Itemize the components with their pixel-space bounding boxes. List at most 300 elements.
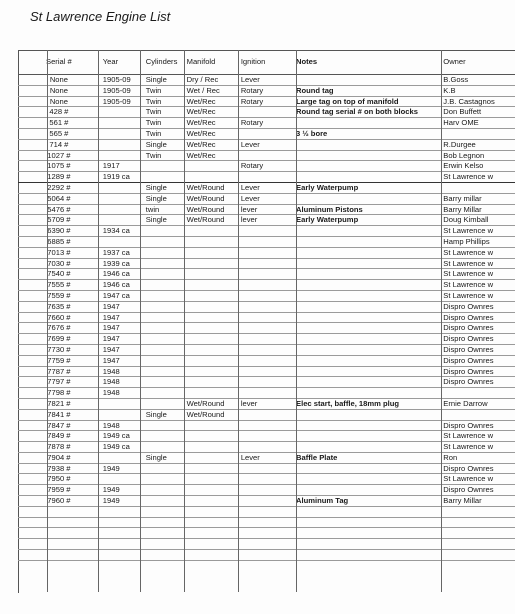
- cell-serial: None: [18, 85, 100, 96]
- cell-cylinders: [143, 528, 184, 539]
- column-divider: [296, 50, 297, 592]
- cell-year: 1948: [100, 366, 143, 377]
- cell-serial: 7841 #: [18, 409, 100, 420]
- cell-owner: [440, 182, 515, 193]
- cell-owner: Dispro Ownres: [440, 377, 515, 388]
- cell-serial: [18, 506, 100, 517]
- cell-year: 1949 ca: [100, 431, 143, 442]
- column-divider: [47, 50, 48, 592]
- cell-year: 1948: [100, 377, 143, 388]
- cell-notes: [293, 312, 440, 323]
- cell-ignition: [238, 280, 293, 291]
- cell-year: 1946 ca: [100, 280, 143, 291]
- cell-serial: 565 #: [18, 128, 100, 139]
- cell-cylinders: Single: [143, 139, 184, 150]
- header-notes: Notes: [293, 50, 440, 75]
- cell-cylinders: [143, 312, 184, 323]
- cell-cylinders: [143, 258, 184, 269]
- cell-cylinders: Twin: [143, 118, 184, 129]
- cell-cylinders: [143, 398, 184, 409]
- cell-year: 1948: [100, 388, 143, 399]
- cell-ignition: [238, 312, 293, 323]
- cell-notes: Baffle Plate: [293, 452, 440, 463]
- cell-manifold: [184, 226, 238, 237]
- cell-cylinders: [143, 474, 184, 485]
- cell-owner: Bob Legnon: [440, 150, 515, 161]
- cell-serial: 7821 #: [18, 398, 100, 409]
- cell-serial: 7540 #: [18, 269, 100, 280]
- cell-year: [100, 474, 143, 485]
- cell-notes: [293, 388, 440, 399]
- cell-ignition: [238, 150, 293, 161]
- cell-manifold: [184, 388, 238, 399]
- cell-notes: [293, 377, 440, 388]
- cell-cylinders: [143, 431, 184, 442]
- cell-ignition: [238, 290, 293, 301]
- cell-cylinders: Single: [143, 182, 184, 193]
- cell-year: 1947: [100, 312, 143, 323]
- cell-manifold: Wet/Rec: [184, 107, 238, 118]
- cell-serial: [18, 528, 100, 539]
- cell-owner: Doug Kimball: [440, 215, 515, 226]
- cell-manifold: [184, 355, 238, 366]
- cell-manifold: [184, 334, 238, 345]
- cell-manifold: [184, 442, 238, 453]
- cell-notes: [293, 323, 440, 334]
- cell-owner: [440, 528, 515, 539]
- cell-owner: Dispro Ownres: [440, 312, 515, 323]
- cell-manifold: [184, 431, 238, 442]
- cell-owner: [440, 409, 515, 420]
- cell-ignition: [238, 506, 293, 517]
- cell-owner: Barry Millar: [440, 204, 515, 215]
- cell-serial: 2292 #: [18, 182, 100, 193]
- cell-owner: Dispro Ownres: [440, 323, 515, 334]
- cell-notes: [293, 420, 440, 431]
- cell-serial: 7759 #: [18, 355, 100, 366]
- cell-manifold: [184, 517, 238, 528]
- cell-cylinders: twin: [143, 204, 184, 215]
- cell-notes: [293, 431, 440, 442]
- cell-notes: [293, 193, 440, 204]
- cell-ignition: [238, 323, 293, 334]
- cell-year: 1937 ca: [100, 247, 143, 258]
- cell-manifold: [184, 312, 238, 323]
- cell-manifold: [184, 377, 238, 388]
- cell-serial: 7676 #: [18, 323, 100, 334]
- cell-owner: St Lawrence w: [440, 258, 515, 269]
- cell-manifold: [184, 290, 238, 301]
- cell-owner: Dispro Ownres: [440, 301, 515, 312]
- cell-manifold: [184, 161, 238, 172]
- cell-year: [100, 118, 143, 129]
- header-cylinders: Cylinders: [143, 50, 184, 75]
- cell-cylinders: Single: [143, 452, 184, 463]
- cell-year: [100, 409, 143, 420]
- cell-ignition: Lever: [238, 452, 293, 463]
- column-divider: [441, 50, 442, 592]
- cell-cylinders: Twin: [143, 128, 184, 139]
- cell-serial: 7950 #: [18, 474, 100, 485]
- cell-owner: St Lawrence w: [440, 290, 515, 301]
- cell-manifold: [184, 258, 238, 269]
- cell-cylinders: [143, 344, 184, 355]
- cell-owner: St Lawrence w: [440, 442, 515, 453]
- cell-ignition: [238, 517, 293, 528]
- cell-owner: Dispro Ownres: [440, 355, 515, 366]
- cell-ignition: lever: [238, 204, 293, 215]
- cell-notes: [293, 247, 440, 258]
- cell-serial: [18, 550, 100, 561]
- cell-cylinders: [143, 161, 184, 172]
- cell-year: 1934 ca: [100, 226, 143, 237]
- cell-owner: St Lawrence w: [440, 247, 515, 258]
- cell-ignition: Lever: [238, 182, 293, 193]
- cell-ignition: [238, 236, 293, 247]
- cell-year: 1905-09: [100, 75, 143, 86]
- cell-ignition: Lever: [238, 139, 293, 150]
- cell-notes: [293, 334, 440, 345]
- cell-year: [100, 139, 143, 150]
- cell-notes: [293, 236, 440, 247]
- cell-owner: [440, 517, 515, 528]
- cell-serial: 7798 #: [18, 388, 100, 399]
- cell-serial: [18, 539, 100, 550]
- cell-notes: [293, 75, 440, 86]
- cell-owner: Erwin Kelso: [440, 161, 515, 172]
- cell-cylinders: Twin: [143, 150, 184, 161]
- cell-serial: 7959 #: [18, 485, 100, 496]
- cell-year: [100, 398, 143, 409]
- cell-cylinders: Single: [143, 193, 184, 204]
- cell-ignition: [238, 226, 293, 237]
- cell-year: [100, 550, 143, 561]
- cell-ignition: [238, 474, 293, 485]
- cell-cylinders: [143, 539, 184, 550]
- cell-cylinders: [143, 388, 184, 399]
- cell-year: [100, 182, 143, 193]
- header-serial: Serial #: [18, 50, 100, 75]
- cell-serial: 6885 #: [18, 236, 100, 247]
- cell-ignition: [238, 269, 293, 280]
- cell-serial: [18, 517, 100, 528]
- cell-serial: 7787 #: [18, 366, 100, 377]
- cell-cylinders: [143, 172, 184, 183]
- cell-owner: Ron: [440, 452, 515, 463]
- cell-ignition: Rotary: [238, 118, 293, 129]
- header-year: Year: [100, 50, 143, 75]
- cell-ignition: [238, 485, 293, 496]
- cell-ignition: Lever: [238, 75, 293, 86]
- cell-notes: Large tag on top of manifold: [293, 96, 440, 107]
- page-title: St Lawrence Engine List: [30, 9, 171, 24]
- cell-owner: Dispro Ownres: [440, 344, 515, 355]
- cell-notes: [293, 118, 440, 129]
- cell-cylinders: [143, 496, 184, 507]
- cell-ignition: Rotary: [238, 161, 293, 172]
- cell-year: [100, 107, 143, 118]
- cell-notes: Early Waterpump: [293, 215, 440, 226]
- cell-cylinders: [143, 247, 184, 258]
- column-divider: [184, 50, 185, 592]
- cell-owner: R.Durgee: [440, 139, 515, 150]
- cell-year: [100, 215, 143, 226]
- cell-owner: K.B: [440, 85, 515, 96]
- cell-serial: 7030 #: [18, 258, 100, 269]
- cell-year: 1947: [100, 355, 143, 366]
- cell-manifold: [184, 247, 238, 258]
- cell-serial: 1289 #: [18, 172, 100, 183]
- cell-notes: [293, 528, 440, 539]
- cell-notes: Elec start, baffle, 18mm plug: [293, 398, 440, 409]
- cell-year: [100, 150, 143, 161]
- cell-manifold: Wet/Round: [184, 204, 238, 215]
- cell-manifold: [184, 506, 238, 517]
- cell-manifold: Wet/Round: [184, 193, 238, 204]
- cell-year: 1949: [100, 463, 143, 474]
- cell-cylinders: [143, 226, 184, 237]
- cell-manifold: [184, 474, 238, 485]
- cell-notes: 3 ½ bore: [293, 128, 440, 139]
- cell-serial: 7904 #: [18, 452, 100, 463]
- cell-notes: [293, 280, 440, 291]
- cell-manifold: Wet/Round: [184, 215, 238, 226]
- cell-notes: [293, 150, 440, 161]
- cell-manifold: [184, 550, 238, 561]
- cell-owner: Barry millar: [440, 193, 515, 204]
- cell-owner: Harv OME: [440, 118, 515, 129]
- cell-cylinders: [143, 550, 184, 561]
- cell-cylinders: [143, 485, 184, 496]
- cell-serial: 7938 #: [18, 463, 100, 474]
- cell-notes: [293, 539, 440, 550]
- cell-owner: Barry Millar: [440, 496, 515, 507]
- cell-manifold: [184, 301, 238, 312]
- cell-owner: Dispro Ownres: [440, 334, 515, 345]
- cell-ignition: Lever: [238, 193, 293, 204]
- cell-manifold: [184, 344, 238, 355]
- cell-serial: 7013 #: [18, 247, 100, 258]
- cell-notes: [293, 301, 440, 312]
- cell-cylinders: [143, 236, 184, 247]
- cell-ignition: Rotary: [238, 85, 293, 96]
- cell-serial: 7699 #: [18, 334, 100, 345]
- cell-notes: [293, 290, 440, 301]
- cell-owner: [440, 388, 515, 399]
- cell-cylinders: [143, 334, 184, 345]
- cell-ignition: [238, 388, 293, 399]
- cell-serial: 7878 #: [18, 442, 100, 453]
- cell-cylinders: Single: [143, 409, 184, 420]
- cell-serial: 1075 #: [18, 161, 100, 172]
- cell-year: 1947: [100, 323, 143, 334]
- cell-serial: 561 #: [18, 118, 100, 129]
- cell-notes: [293, 485, 440, 496]
- cell-manifold: [184, 236, 238, 247]
- cell-serial: 7849 #: [18, 431, 100, 442]
- cell-cylinders: [143, 420, 184, 431]
- cell-ignition: [238, 528, 293, 539]
- cell-ignition: [238, 172, 293, 183]
- cell-owner: St Lawrence w: [440, 280, 515, 291]
- cell-notes: [293, 172, 440, 183]
- cell-serial: 714 #: [18, 139, 100, 150]
- cell-ignition: [238, 366, 293, 377]
- cell-serial: 1027 #: [18, 150, 100, 161]
- cell-ignition: Rotary: [238, 96, 293, 107]
- cell-notes: [293, 506, 440, 517]
- cell-cylinders: Twin: [143, 107, 184, 118]
- cell-cylinders: Twin: [143, 85, 184, 96]
- cell-ignition: [238, 128, 293, 139]
- cell-ignition: [238, 247, 293, 258]
- cell-manifold: [184, 528, 238, 539]
- cell-cylinders: Single: [143, 215, 184, 226]
- cell-serial: 7797 #: [18, 377, 100, 388]
- cell-year: 1919 ca: [100, 172, 143, 183]
- cell-year: 1917: [100, 161, 143, 172]
- cell-owner: Dispro Ownres: [440, 463, 515, 474]
- cell-notes: Aluminum Pistons: [293, 204, 440, 215]
- cell-ignition: [238, 463, 293, 474]
- cell-year: [100, 528, 143, 539]
- cell-notes: [293, 463, 440, 474]
- cell-manifold: Wet/Rec: [184, 128, 238, 139]
- cell-year: [100, 193, 143, 204]
- cell-manifold: [184, 366, 238, 377]
- cell-owner: St Lawrence w: [440, 226, 515, 237]
- cell-manifold: Dry / Rec: [184, 75, 238, 86]
- cell-manifold: Wet/Rec: [184, 139, 238, 150]
- cell-year: 1947: [100, 334, 143, 345]
- cell-manifold: Wet/Rec: [184, 96, 238, 107]
- cell-notes: [293, 550, 440, 561]
- cell-manifold: Wet/Rec: [184, 118, 238, 129]
- cell-year: [100, 236, 143, 247]
- cell-year: [100, 539, 143, 550]
- cell-year: 1905-09: [100, 85, 143, 96]
- cell-year: 1947 ca: [100, 290, 143, 301]
- cell-cylinders: [143, 517, 184, 528]
- cell-manifold: Wet / Rec: [184, 85, 238, 96]
- cell-notes: [293, 366, 440, 377]
- cell-ignition: [238, 431, 293, 442]
- cell-notes: Round tag serial # on both blocks: [293, 107, 440, 118]
- header-ignition: Ignition: [238, 50, 293, 75]
- cell-cylinders: [143, 355, 184, 366]
- cell-notes: [293, 517, 440, 528]
- cell-owner: [440, 539, 515, 550]
- cell-notes: [293, 344, 440, 355]
- cell-serial: None: [18, 96, 100, 107]
- cell-year: 1949 ca: [100, 442, 143, 453]
- cell-manifold: [184, 452, 238, 463]
- cell-notes: Aluminum Tag: [293, 496, 440, 507]
- header-owner: Owner: [440, 50, 515, 75]
- cell-owner: Dispro Ownres: [440, 366, 515, 377]
- cell-serial: 7847 #: [18, 420, 100, 431]
- cell-ignition: [238, 550, 293, 561]
- column-divider: [140, 50, 141, 592]
- cell-serial: 7635 #: [18, 301, 100, 312]
- cell-serial: 5709 #: [18, 215, 100, 226]
- cell-cylinders: [143, 377, 184, 388]
- cell-serial: 6390 #: [18, 226, 100, 237]
- cell-notes: [293, 161, 440, 172]
- cell-cylinders: [143, 366, 184, 377]
- cell-manifold: [184, 172, 238, 183]
- cell-manifold: [184, 269, 238, 280]
- cell-cylinders: Twin: [143, 96, 184, 107]
- cell-notes: [293, 409, 440, 420]
- cell-serial: 5476 #: [18, 204, 100, 215]
- cell-cylinders: [143, 290, 184, 301]
- cell-owner: St Lawrence w: [440, 269, 515, 280]
- cell-ignition: [238, 377, 293, 388]
- cell-cylinders: [143, 269, 184, 280]
- cell-serial: 7960 #: [18, 496, 100, 507]
- cell-ignition: [238, 301, 293, 312]
- cell-notes: Round tag: [293, 85, 440, 96]
- cell-cylinders: [143, 323, 184, 334]
- cell-serial: 7555 #: [18, 280, 100, 291]
- cell-year: [100, 506, 143, 517]
- cell-cylinders: [143, 506, 184, 517]
- cell-serial: 7730 #: [18, 344, 100, 355]
- cell-year: [100, 128, 143, 139]
- cell-year: 1948: [100, 420, 143, 431]
- cell-owner: B.Goss: [440, 75, 515, 86]
- cell-manifold: [184, 420, 238, 431]
- cell-serial: 7660 #: [18, 312, 100, 323]
- cell-serial: 5064 #: [18, 193, 100, 204]
- cell-manifold: Wet/Round: [184, 409, 238, 420]
- cell-owner: Hamp Phillips: [440, 236, 515, 247]
- cell-year: 1947: [100, 301, 143, 312]
- cell-ignition: [238, 442, 293, 453]
- cell-manifold: Wet/Round: [184, 398, 238, 409]
- cell-notes: [293, 474, 440, 485]
- cell-owner: St Lawrence w: [440, 431, 515, 442]
- cell-year: 1939 ca: [100, 258, 143, 269]
- cell-ignition: [238, 355, 293, 366]
- cell-owner: Dispro Ownres: [440, 420, 515, 431]
- cell-manifold: [184, 323, 238, 334]
- cell-manifold: [184, 539, 238, 550]
- cell-owner: St Lawrence w: [440, 474, 515, 485]
- cell-manifold: [184, 463, 238, 474]
- cell-notes: Early Waterpump: [293, 182, 440, 193]
- cell-manifold: Wet/Round: [184, 182, 238, 193]
- cell-ignition: [238, 334, 293, 345]
- cell-owner: Don Buffett: [440, 107, 515, 118]
- cell-cylinders: [143, 280, 184, 291]
- cell-manifold: [184, 496, 238, 507]
- header-manifold: Manifold: [184, 50, 238, 75]
- cell-owner: St Lawrence w: [440, 172, 515, 183]
- cell-notes: [293, 442, 440, 453]
- cell-ignition: [238, 420, 293, 431]
- cell-owner: Dispro Ownres: [440, 485, 515, 496]
- cell-serial: 7559 #: [18, 290, 100, 301]
- cell-year: 1949: [100, 485, 143, 496]
- cell-serial: None: [18, 75, 100, 86]
- cell-owner: J.B. Castagnos: [440, 96, 515, 107]
- cell-ignition: [238, 258, 293, 269]
- cell-cylinders: [143, 301, 184, 312]
- cell-cylinders: [143, 463, 184, 474]
- cell-notes: [293, 258, 440, 269]
